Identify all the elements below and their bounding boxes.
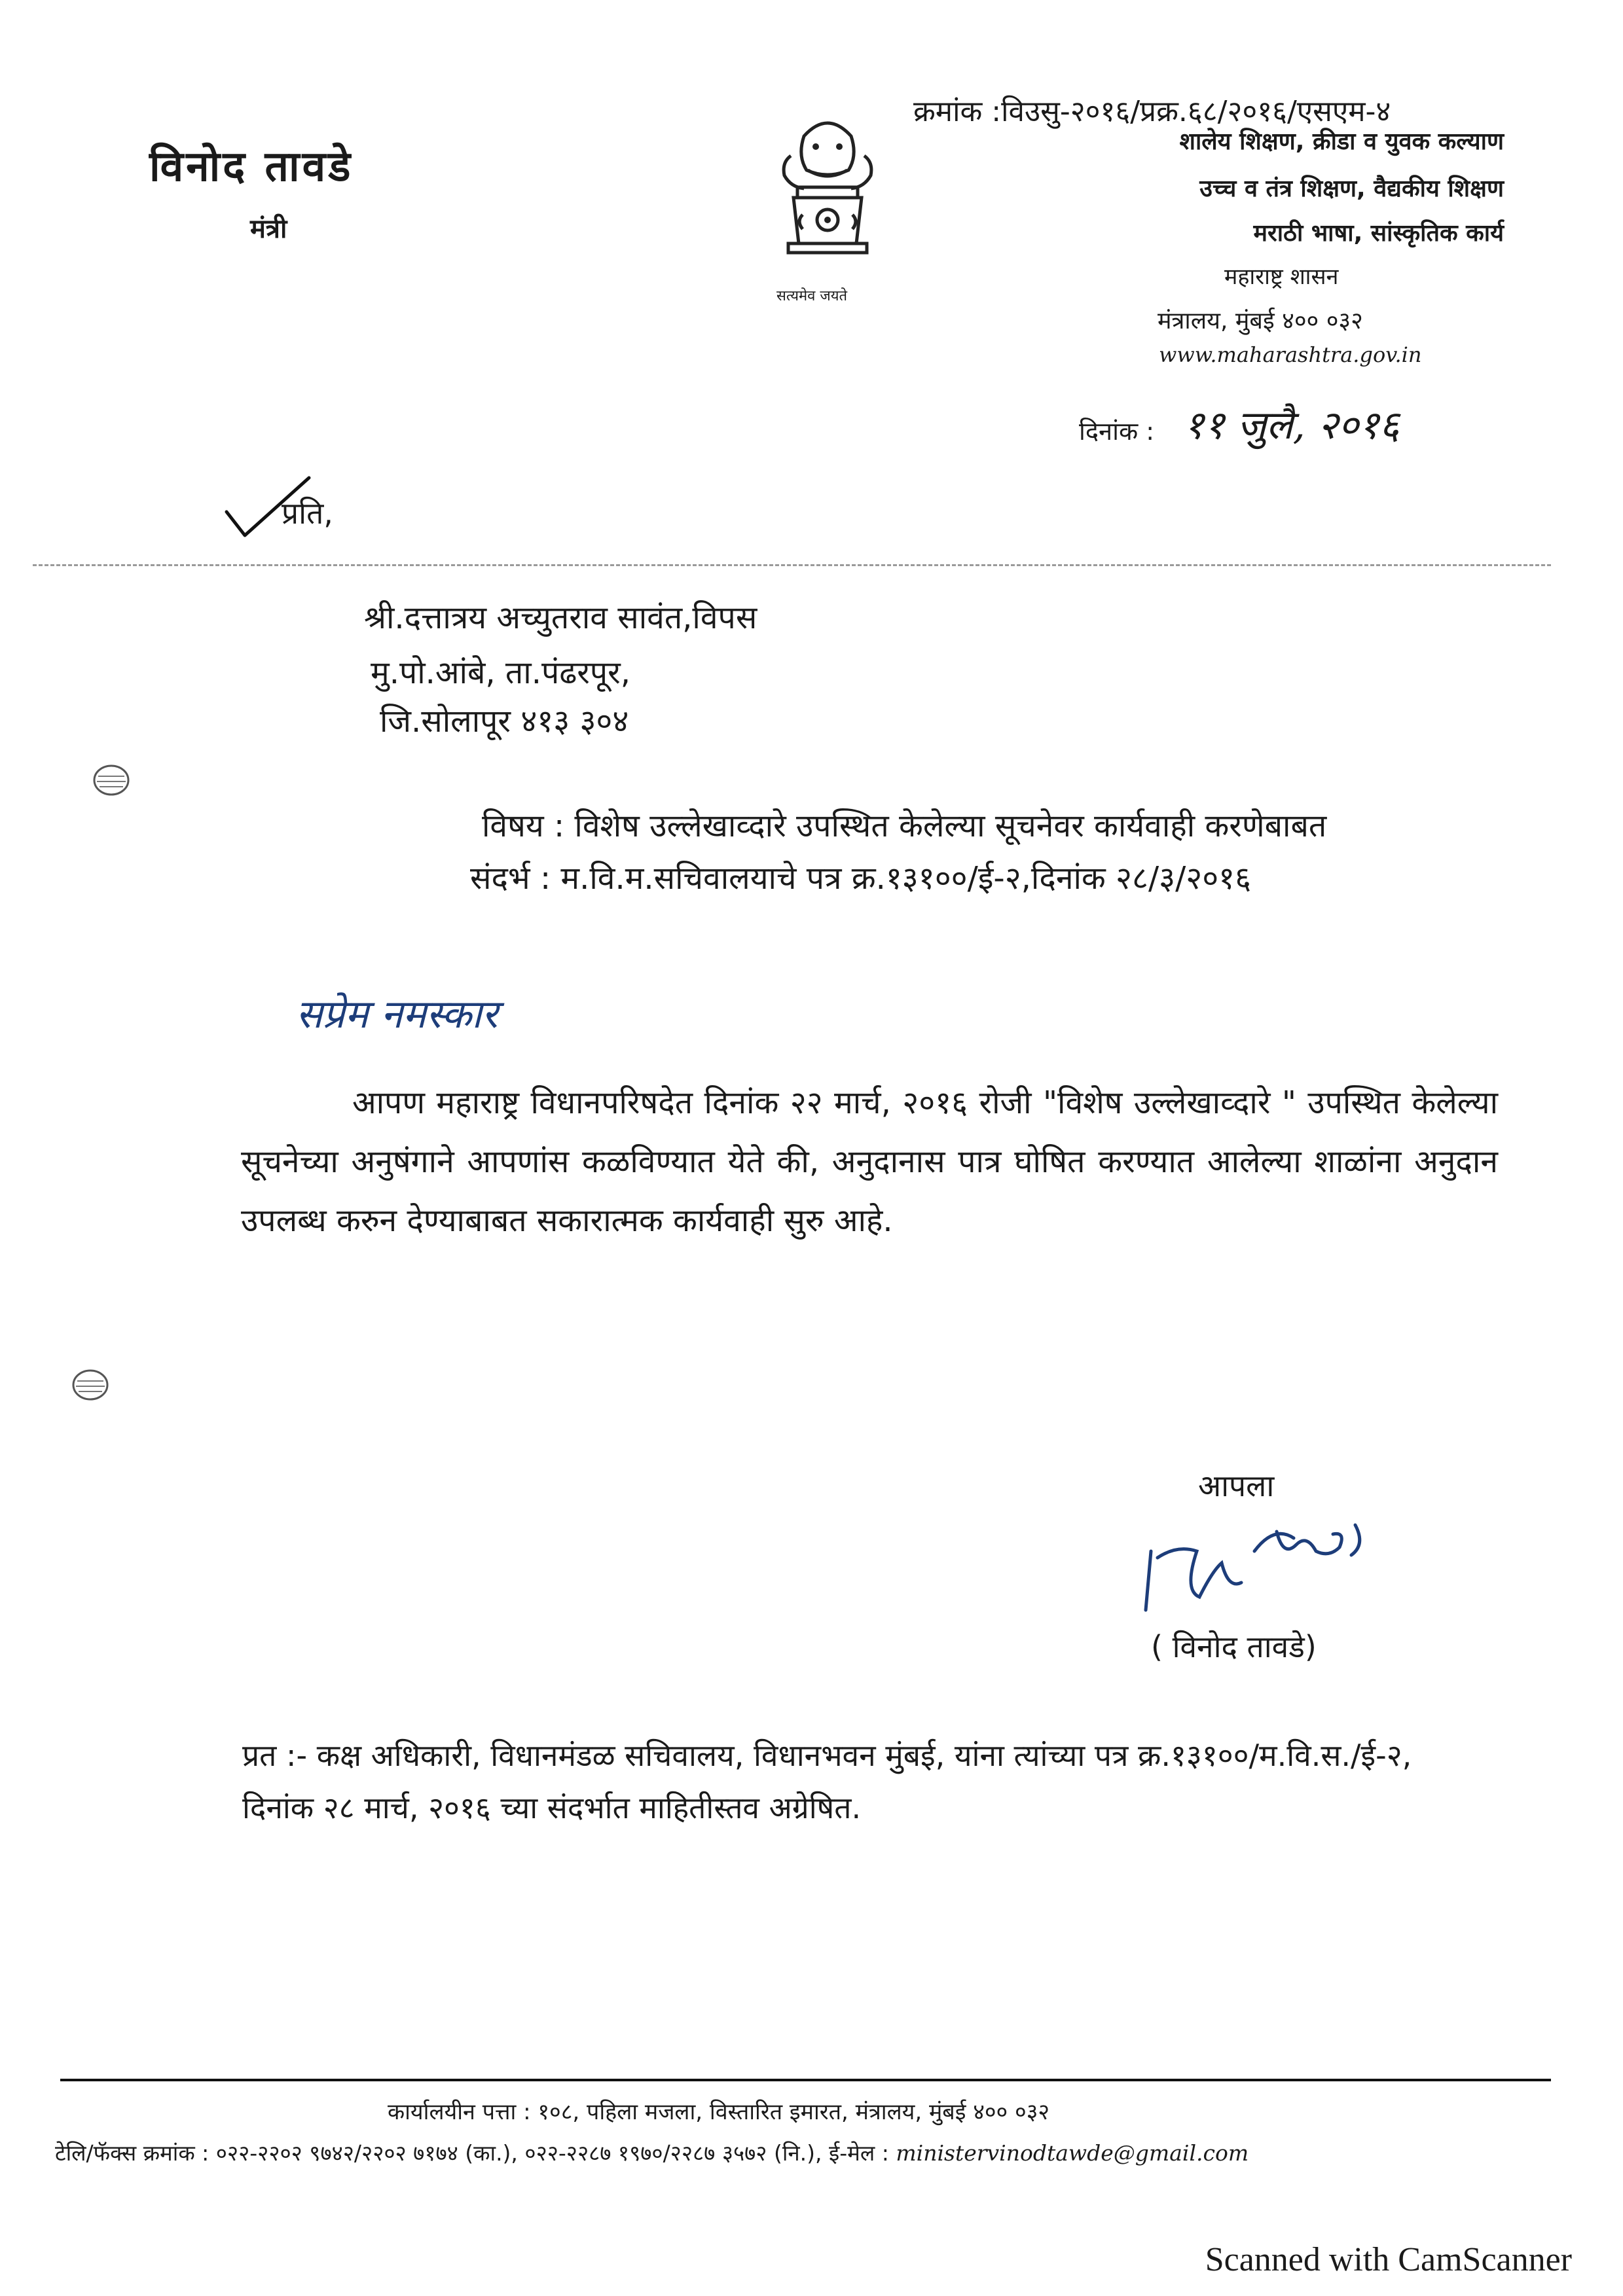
subject-line: विषय : विशेष उल्लेखाव्दारे उपस्थित केलेल्या सूचनेवर कार्यवाही करणेबाबत xyxy=(482,808,1327,844)
emblem-motto: सत्यमेव जयते xyxy=(776,288,848,304)
date-value: ११ जुलै, २०१६ xyxy=(1184,403,1400,448)
recipient-line-2: मु.पो.आंबे, ता.पंढरपूर, xyxy=(371,655,631,691)
punch-hole-icon xyxy=(71,1368,110,1402)
date-label: दिनांक : xyxy=(1079,417,1155,446)
department-line-2: उच्च व तंत्र शिक्षण, वैद्यकीय शिक्षण xyxy=(1199,175,1504,202)
website: www.maharashtra.gov.in xyxy=(1159,342,1422,367)
minister-name: विनोद तावडे xyxy=(149,143,354,191)
signer-name: ( विनोद तावडे) xyxy=(1151,1629,1317,1664)
handwritten-signature xyxy=(1126,1512,1401,1630)
department-line-3: मराठी भाषा, सांस्कृतिक कार्य xyxy=(1253,220,1504,247)
reference-number: क्रमांक :विउसु-२०१६/प्रक्र.६८/२०१६/एसएम-४ xyxy=(913,95,1391,128)
footer-email-link[interactable]: ministervinodtawde@gmail.com xyxy=(896,2140,1249,2166)
letter-body: आपण महाराष्ट्र विधानपरिषदेत दिनांक २२ मार्च, २०१६ रोजी "विशेष उल्लेखाव्दारे " उपस्थित केलेल्या सूचनेच्या अनुषंगाने आपणांस कळविण्यात येते की, अनुदानास पात्र घोषित करण्यात आलेल्या शाळांना अनुदान उपलब्ध करुन देण्याबाबत सकारात्मक कार्यवाही सुरु आहे. xyxy=(241,1085,1498,1239)
copy-to: प्रत :- कक्ष अधिकारी, विधानमंडळ सचिवालय, विधानभवन मुंबई, यांना त्यांच्या पत्र क्र.१३१००/म.वि.स./ई-२, दिनांक २८ मार्च, २०१६ च्या संदर्भात माहितीस्तव अग्रेषित. xyxy=(242,1738,1412,1825)
camscanner-watermark: Scanned with CamScanner xyxy=(1205,2241,1572,2278)
closing: आपला xyxy=(1198,1468,1275,1503)
footer-contact-text: टेलि/फॅक्स क्रमांक : ०२२-२२०२ ९७४२/२२०२ ७१७४ (का.), ०२२-२२८७ १९७०/२२८७ ३५७२ (नि.), ई-मेल : xyxy=(55,2140,889,2166)
department-line-1: शालेय शिक्षण, क्रीडा व युवक कल्याण xyxy=(1179,128,1504,155)
salutation: प्रति, xyxy=(282,495,333,531)
national-emblem-icon xyxy=(765,110,890,300)
recipient-line-1: श्री.दत्तात्रय अच्युतराव सावंत,विपस xyxy=(364,600,757,636)
footer-divider xyxy=(60,2079,1551,2081)
government-name: महाराष्ट्र शासन xyxy=(1224,264,1339,290)
footer-contact xyxy=(55,2138,1249,2167)
recipient-line-3: जि.सोलापूर ४१३ ३०४ xyxy=(380,703,629,740)
handwritten-greeting: सप्रेम नमस्कार xyxy=(296,992,498,1037)
punch-hole-icon xyxy=(92,763,131,797)
reference-line: संदर्भ : म.वि.म.सचिवालयाचे पत्र क्र.१३१००/ई-२,दिनांक २८/३/२०१६ xyxy=(470,860,1252,897)
office-address: मंत्रालय, मुंबई ४०० ०३२ xyxy=(1158,308,1363,334)
dashed-divider xyxy=(33,564,1551,566)
footer-office-address: कार्यालयीन पत्ता : १०८, पहिला मजला, विस्तारित इमारत, मंत्रालय, मुंबई ४०० ०३२ xyxy=(388,2099,1050,2125)
minister-title: मंत्री xyxy=(250,214,287,244)
